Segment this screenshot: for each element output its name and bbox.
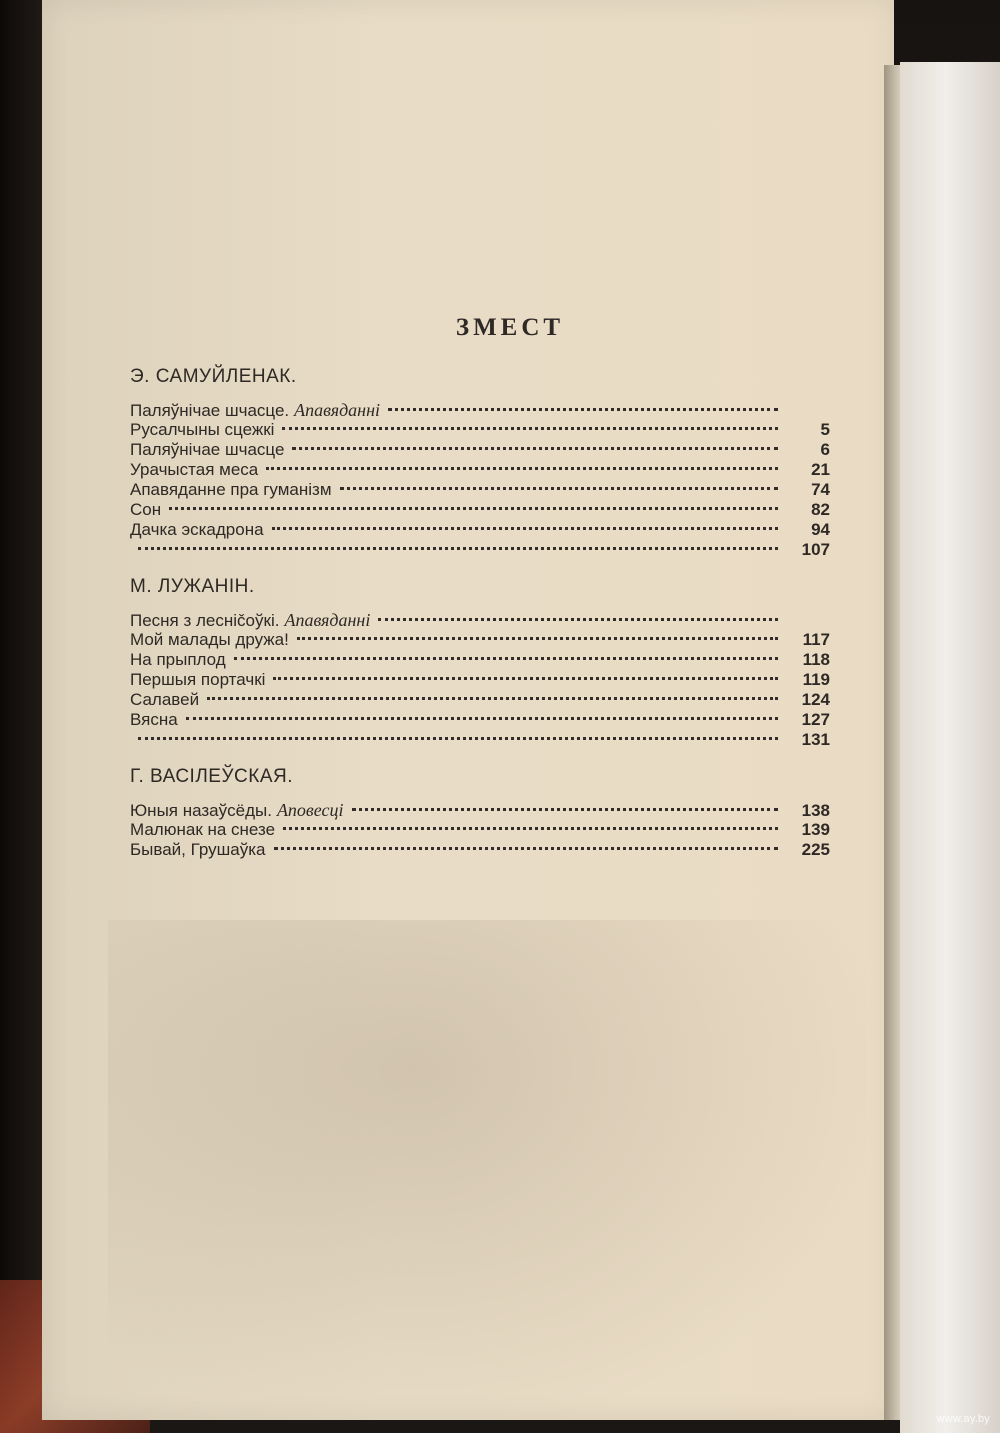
toc-entry [130, 540, 830, 560]
entry-subtitle: Апавяданні [294, 400, 381, 420]
toc-entry [130, 820, 830, 840]
dotted-leader [283, 827, 778, 830]
dotted-leader [352, 808, 779, 811]
author-name: М. ЛУЖАНІН. [130, 576, 255, 597]
page-number: 119 [802, 670, 830, 689]
dotted-leader [282, 427, 778, 430]
page-number: 117 [802, 630, 830, 649]
entry-title: Русалчыны сцежкі [130, 420, 275, 439]
page-number: 82 [811, 500, 830, 519]
page-number: 124 [801, 690, 830, 709]
toc-entry [130, 610, 830, 630]
toc-entry [130, 520, 830, 540]
toc-entry [130, 650, 830, 670]
dotted-leader [388, 408, 778, 411]
toc-title: ЗМЕСТ [455, 314, 565, 341]
entry-title: Юныя назаўсёды. [130, 801, 272, 820]
dotted-leader [234, 657, 778, 660]
toc-entry [130, 630, 830, 650]
dotted-leader [273, 677, 778, 680]
page-number: 138 [801, 801, 830, 820]
entry-title: Апавяданне пра гуманізм [130, 480, 332, 499]
entry-title: Бывай, Грушаўка [130, 840, 266, 859]
entry-title: Урачыстая меса [130, 460, 259, 479]
page-number: 127 [801, 710, 830, 729]
page-number: 118 [802, 650, 830, 669]
entry-subtitle: Аповесці [276, 800, 344, 820]
entry-title: Дачка эскадрона [130, 520, 264, 539]
author-name: Г. ВАСІЛЕЎСКАЯ. [130, 766, 293, 787]
dotted-leader [378, 618, 778, 621]
entry-title: Песня з лесніčоўкі. [130, 611, 280, 630]
toc-entry [130, 710, 830, 730]
toc-entry [130, 730, 830, 750]
toc-entry [130, 420, 830, 440]
toc-entry [130, 500, 830, 520]
toc-entry [130, 460, 830, 480]
entry-title: На прыплод [130, 650, 226, 669]
entry-title: Паляўнічае шчасце. [130, 401, 290, 420]
toc-entry [130, 440, 830, 460]
toc-entry [130, 670, 830, 690]
dotted-leader [169, 507, 778, 510]
page-number: 139 [801, 820, 830, 839]
page-number: 94 [811, 520, 830, 539]
page-number: 225 [801, 840, 830, 859]
author-section-1 [130, 366, 830, 560]
author-section-3 [130, 766, 830, 860]
right-page-edge [900, 62, 1000, 1433]
entry-title: Вясна [130, 710, 178, 729]
dotted-leader [186, 717, 778, 720]
entry-subtitle: Апавяданні [284, 610, 371, 630]
page-number: 6 [820, 440, 830, 459]
entry-title: Малюнак на снезе [130, 820, 276, 839]
toc-entry [130, 840, 830, 860]
dotted-leader [274, 847, 779, 850]
author-section-2 [130, 576, 830, 750]
entry-title: Паляўнічае шчасце [130, 440, 285, 459]
entry-title: Першыя портачкі [130, 670, 266, 689]
entry-title: Салавей [130, 690, 200, 709]
page-number: 74 [811, 480, 830, 499]
author-name: Э. САМУЙЛЕНАК. [130, 366, 297, 387]
page-number: 131 [801, 730, 830, 749]
table-of-contents [130, 314, 830, 876]
toc-entry [130, 800, 830, 820]
toc-entry [130, 690, 830, 710]
watermark: www.ay.by [936, 1413, 990, 1425]
dotted-leader [138, 737, 778, 740]
dotted-leader [340, 487, 778, 490]
dotted-leader [272, 527, 778, 530]
page-shadow [108, 920, 868, 1420]
entry-title: Сон [130, 500, 162, 519]
page-number: 107 [801, 540, 830, 559]
dotted-leader [138, 547, 778, 550]
dotted-leader [207, 697, 778, 700]
entry-title: Мой малады дружа! [130, 630, 289, 649]
page-number: 5 [820, 420, 830, 439]
dotted-leader [297, 637, 778, 640]
dotted-leader [292, 447, 778, 450]
toc-entry [130, 400, 830, 420]
page-number: 21 [811, 460, 830, 479]
dotted-leader [266, 467, 778, 470]
toc-entry [130, 480, 830, 500]
left-dark-background [0, 0, 44, 1433]
